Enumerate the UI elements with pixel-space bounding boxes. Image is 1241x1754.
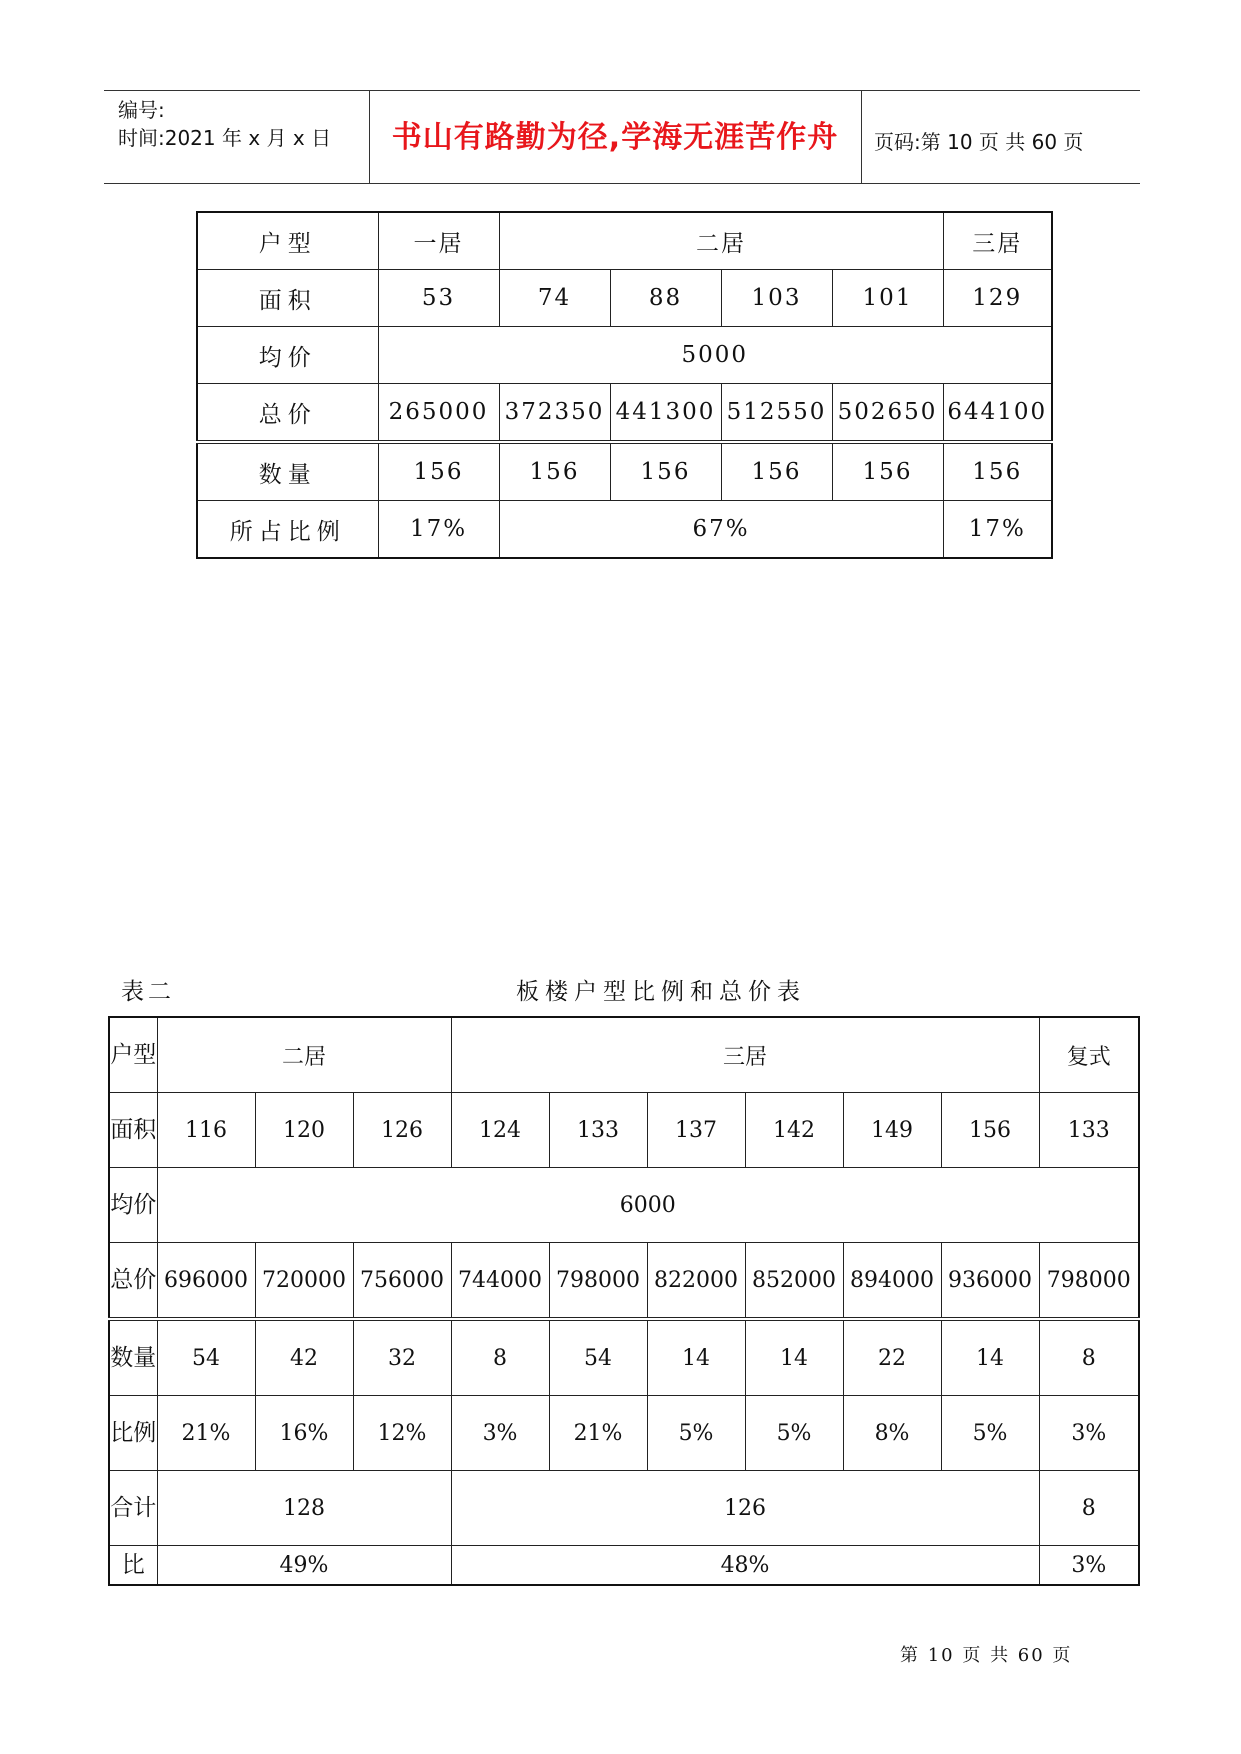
subtotal-ratio-two-bedroom: 49% (157, 1546, 451, 1586)
page-footer: 第 10 页 共 60 页 (900, 1645, 1073, 1666)
table-cell: 756000 (353, 1243, 451, 1320)
table-cell: 142 (745, 1093, 843, 1168)
type-three-bedroom: 三居 (943, 212, 1052, 270)
row-label-type: 户型 (197, 212, 378, 270)
table-cell: 120 (255, 1093, 353, 1168)
type-three-bedroom: 三居 (451, 1017, 1039, 1093)
table-cell: 696000 (157, 1243, 255, 1320)
table-cell: 137 (647, 1093, 745, 1168)
type-two-bedroom: 二居 (157, 1017, 451, 1093)
row-label-total-price: 总价 (109, 1243, 157, 1320)
table-row (197, 212, 1052, 270)
table-cell: 512550 (721, 384, 832, 443)
table-cell: 644100 (943, 384, 1052, 443)
table-row (109, 1017, 1139, 1093)
table-row (197, 327, 1052, 384)
subtotal-ratio-three-bedroom: 48% (451, 1546, 1039, 1586)
table-cell: 156 (943, 442, 1052, 501)
table-cell: 133 (1039, 1093, 1139, 1168)
table-cell: 372350 (499, 384, 610, 443)
table-cell: 894000 (843, 1243, 941, 1320)
table-row (109, 1396, 1139, 1471)
avg-price-value: 6000 (157, 1168, 1139, 1243)
slab-building-type-table (108, 1016, 1140, 1586)
table-cell: 12% (353, 1396, 451, 1471)
table-cell: 798000 (1039, 1243, 1139, 1320)
table-cell: 103 (721, 270, 832, 327)
table-cell: 936000 (941, 1243, 1039, 1320)
subtotal-duplex: 8 (1039, 1471, 1139, 1546)
subtotal-two-bedroom: 128 (157, 1471, 451, 1546)
table-cell: 53 (378, 270, 499, 327)
type-duplex: 复式 (1039, 1017, 1139, 1093)
header-top-rule (104, 90, 1140, 91)
row-label-ratio: 比例 (109, 1396, 157, 1471)
table-row (197, 384, 1052, 443)
table-cell: 126 (353, 1093, 451, 1168)
avg-price-value: 5000 (378, 327, 1052, 384)
table-cell: 744000 (451, 1243, 549, 1320)
table-cell: 14 (647, 1319, 745, 1396)
table-cell: 8% (843, 1396, 941, 1471)
page-label: 页码:第 10 页 共 60 页 (874, 130, 1084, 154)
table-row (109, 1471, 1139, 1546)
table-cell: 265000 (378, 384, 499, 443)
table-cell: 88 (610, 270, 721, 327)
row-label-share: 所占比例 (197, 501, 378, 559)
share-one-bedroom: 17% (378, 501, 499, 559)
apartment-type-table-1 (196, 211, 1053, 559)
table-row (197, 501, 1052, 559)
row-label-quantity: 数量 (197, 442, 378, 501)
header-divider-right (861, 90, 862, 184)
table-row (197, 442, 1052, 501)
table-cell: 5% (745, 1396, 843, 1471)
subtotal-three-bedroom: 126 (451, 1471, 1039, 1546)
table-cell: 3% (451, 1396, 549, 1471)
type-two-bedroom: 二居 (499, 212, 943, 270)
table-row (109, 1319, 1139, 1396)
share-three-bedroom: 17% (943, 501, 1052, 559)
table-cell: 14 (745, 1319, 843, 1396)
table-cell: 502650 (832, 384, 943, 443)
motto: 书山有路勤为径,学海无涯苦作舟 (391, 120, 839, 155)
type-one-bedroom: 一居 (378, 212, 499, 270)
table-cell: 156 (832, 442, 943, 501)
table-cell: 133 (549, 1093, 647, 1168)
table-row (109, 1168, 1139, 1243)
subtotal-ratio-duplex: 3% (1039, 1546, 1139, 1586)
row-label-type: 户型 (109, 1017, 157, 1093)
table-cell: 156 (941, 1093, 1039, 1168)
table-cell: 101 (832, 270, 943, 327)
table-cell: 129 (943, 270, 1052, 327)
table-cell: 156 (721, 442, 832, 501)
table-cell: 5% (647, 1396, 745, 1471)
table-cell: 32 (353, 1319, 451, 1396)
row-label-area: 面积 (197, 270, 378, 327)
table-cell: 54 (157, 1319, 255, 1396)
table-cell: 14 (941, 1319, 1039, 1396)
table-2-title: 板楼户型比例和总价表 (516, 979, 806, 1005)
table-cell: 798000 (549, 1243, 647, 1320)
table-cell: 822000 (647, 1243, 745, 1320)
table-cell: 16% (255, 1396, 353, 1471)
row-label-avg-price: 均价 (109, 1168, 157, 1243)
table-cell: 8 (1039, 1319, 1139, 1396)
table-cell: 21% (157, 1396, 255, 1471)
table-cell: 74 (499, 270, 610, 327)
row-label-area: 面积 (109, 1093, 157, 1168)
table-cell: 22 (843, 1319, 941, 1396)
table-cell: 54 (549, 1319, 647, 1396)
table-row (109, 1546, 1139, 1586)
row-label-subtotal: 合计 (109, 1471, 157, 1546)
table-cell: 156 (378, 442, 499, 501)
table-cell: 156 (610, 442, 721, 501)
row-label-avg-price: 均价 (197, 327, 378, 384)
header-bottom-rule (104, 183, 1140, 184)
time-label: 时间:2021 年 x 月 x 日 (118, 126, 332, 150)
table-cell: 441300 (610, 384, 721, 443)
table-cell: 156 (499, 442, 610, 501)
row-label-total-price: 总价 (197, 384, 378, 443)
table-cell: 42 (255, 1319, 353, 1396)
table-cell: 3% (1039, 1396, 1139, 1471)
table-cell: 21% (549, 1396, 647, 1471)
table-cell: 8 (451, 1319, 549, 1396)
serial-label: 编号: (118, 98, 165, 122)
row-label-subtotal-ratio: 比 (109, 1546, 157, 1586)
table-cell: 149 (843, 1093, 941, 1168)
table-cell: 124 (451, 1093, 549, 1168)
table-cell: 116 (157, 1093, 255, 1168)
table-cell: 852000 (745, 1243, 843, 1320)
table-row (109, 1243, 1139, 1320)
row-label-quantity: 数量 (109, 1319, 157, 1396)
share-two-bedroom: 67% (499, 501, 943, 559)
table-2-number: 表二 (121, 979, 175, 1005)
table-cell: 5% (941, 1396, 1039, 1471)
table-row (197, 270, 1052, 327)
table-cell: 720000 (255, 1243, 353, 1320)
table-row (109, 1093, 1139, 1168)
